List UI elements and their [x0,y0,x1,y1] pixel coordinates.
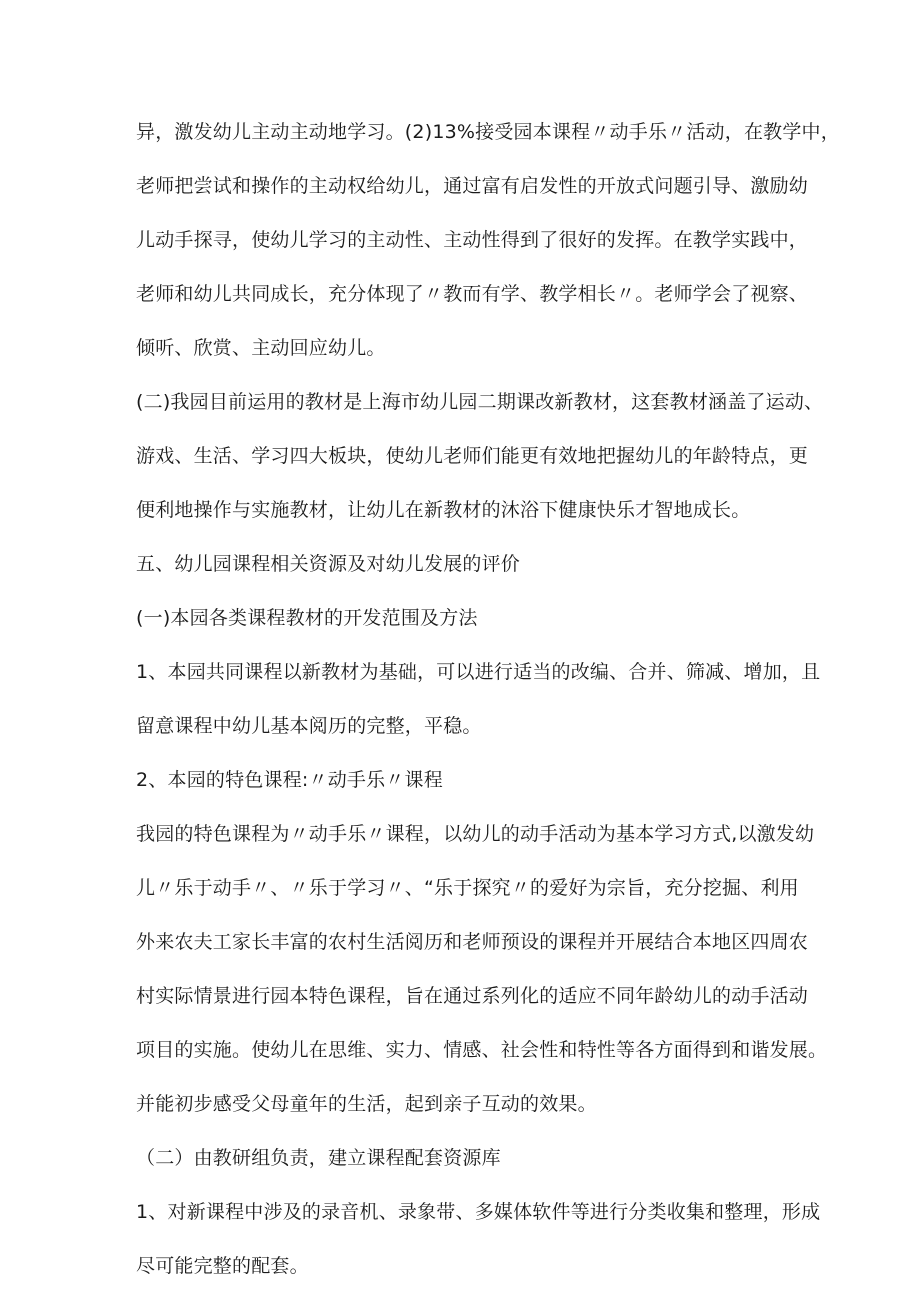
text-line: 项目的实施。使幼儿在思维、实力、情感、社会性和特性等各方面得到和谐发展。 [136,1039,828,1061]
list-item-line: 2、本园的特色课程:〃动手乐〃课程 [136,769,443,791]
list-item-line: 1、对新课程中涉及的录音机、录象带、多媒体软件等进行分类收集和整理，形成 [136,1201,821,1223]
text-line: 我园的特色课程为〃动手乐〃课程，以幼儿的动手活动为基本学习方式,以激发幼 [136,823,815,845]
text-line: 异，激发幼儿主动主动地学习。(2)13%接受园本课程〃动手乐〃活动，在教学中， [136,121,840,143]
section-heading: 五、幼儿园课程相关资源及对幼儿发展的评价 [136,553,521,575]
text-line: 村实际情景进行园本特色课程，旨在通过系列化的适应不同年龄幼儿的动手活动 [136,985,809,1007]
text-line: 老师和幼儿共同成长，充分体现了〃教而有学、教学相长〃。老师学会了视察、 [136,283,809,305]
text-line: 老师把尝试和操作的主动权给幼儿，通过富有启发性的开放式问题引导、激励幼 [136,175,809,197]
text-line: 外来农夫工家长丰富的农村生活阅历和老师预设的课程并开展结合本地区四周农 [136,931,809,953]
document-body [136,112,840,1286]
text-line: 倾听、欣赏、主动回应幼儿。 [136,337,386,359]
text-line: 便利地操作与实施教材，让幼儿在新教材的沐浴下健康快乐才智地成长。 [136,499,751,521]
text-line: 游戏、生活、学习四大板块，使幼儿老师们能更有效地把握幼儿的年龄特点，更 [136,445,809,467]
text-line: 儿〃乐于动手〃、〃乐于学习〃、“乐于探究〃的爱好为宗旨，充分挖掘、利用 [136,877,799,899]
text-line: 儿动手探寻，使幼儿学习的主动性、主动性得到了很好的发挥。在教学实践中， [136,229,809,251]
subsection-heading: （二）由教研组负责，建立课程配套资源库 [136,1147,501,1169]
text-line: 并能初步感受父母童年的生活，起到亲子互动的效果。 [136,1093,597,1115]
subsection-heading: (一)本园各类课程教材的开发范围及方法 [136,607,478,629]
list-item-line: 1、本园共同课程以新教材为基础，可以进行适当的改编、合并、筛减、增加，且 [136,661,821,683]
text-line: 尽可能完整的配套。 [136,1255,309,1277]
section-paragraph-line: (二)我园目前运用的教材是上海市幼儿园二期课改新教材，这套教材涵盖了运动、 [136,391,824,413]
text-line: 留意课程中幼儿基本阅历的完整，平稳。 [136,715,482,737]
